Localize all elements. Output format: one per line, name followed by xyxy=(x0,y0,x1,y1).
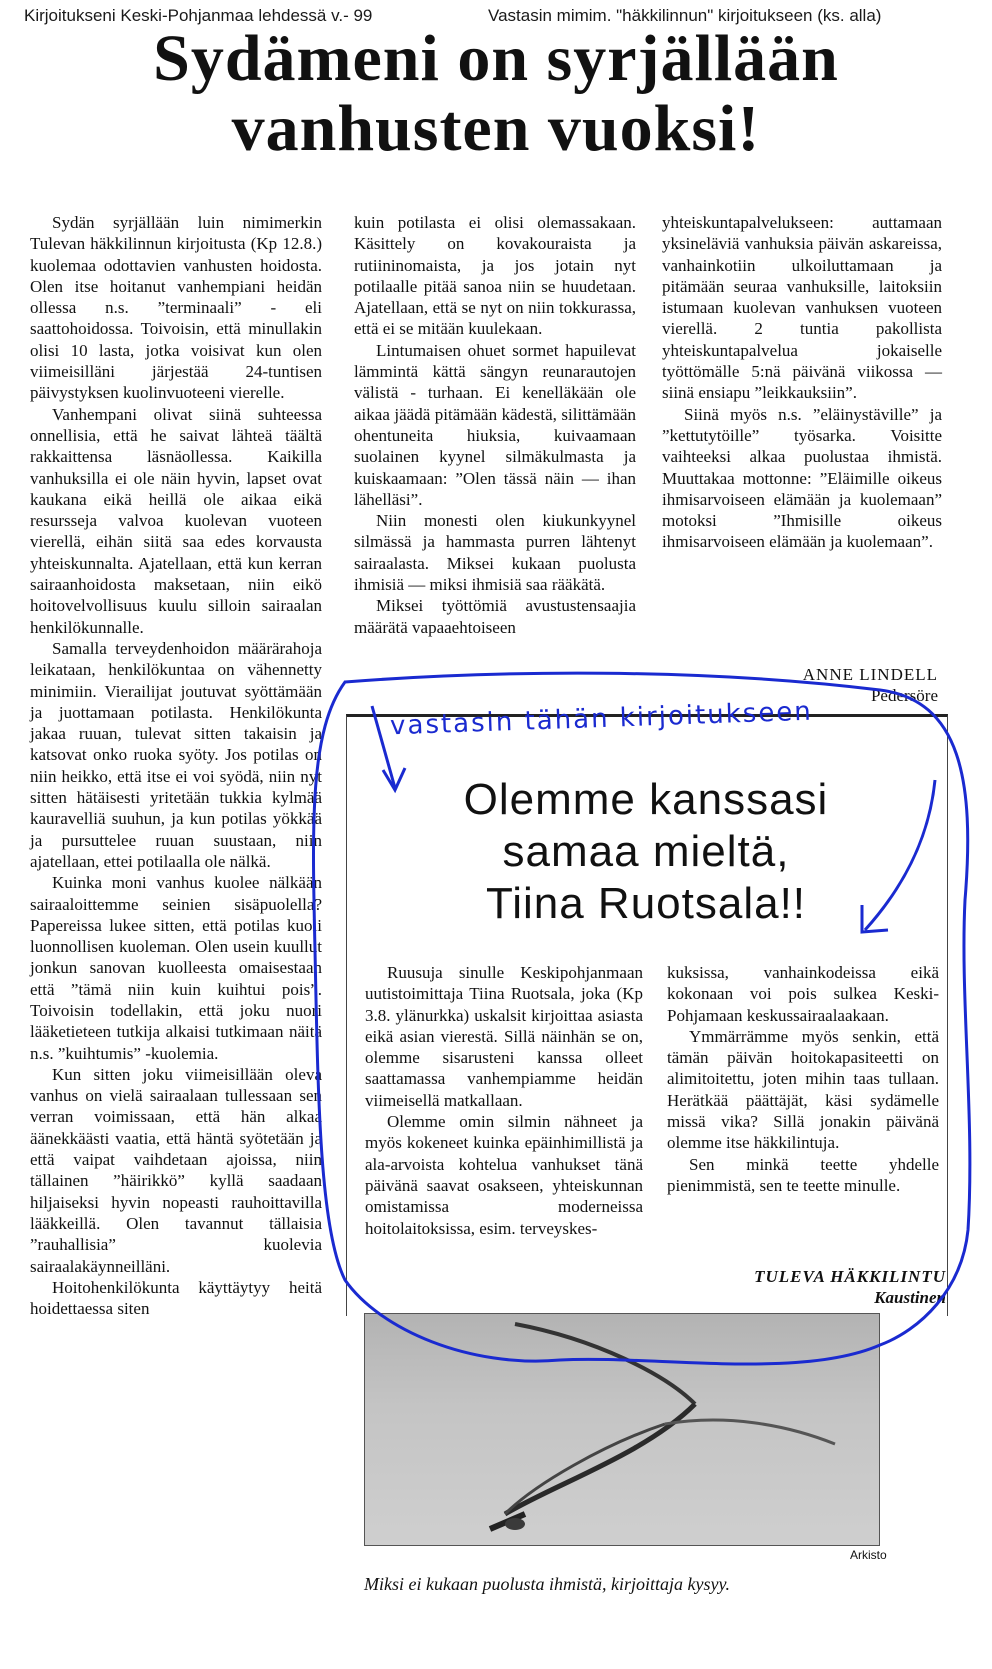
article1-headline xyxy=(0,24,992,164)
paragraph: Lintumaisen ohuet sormet hapuilevat lämmintä kättä sängyn reunarautojen välistä - turhaan. Ei kenelläkään ole aikaa jäädä pitämään kädestä, silittämään ohentuneita hiuksia, kuivaamaan suolainen kyynel silmäkulmasta ja kuiskaamaan: ”Olen tässä näin — ihan lähelläsi”. xyxy=(354,340,636,509)
author-name: ANNE LINDELL xyxy=(802,665,938,684)
header-left-note: Kirjoitukseni Keski-Pohjanmaa lehdessä v.- 99 xyxy=(24,6,373,25)
article1-column-2 xyxy=(354,212,636,638)
paragraph: Olemme omin silmin nähneet ja myös kokeneet kuinka epäinhimillistä ja ala-arvoista kohtelua vanhukset tänä päivänä saavat osakseen, yhteiskunnan omistamissa moderneissa hoitolaitoksissa, esim. terveyskes- xyxy=(365,1112,643,1238)
paragraph: Sydän syrjällään luin nimimerkin Tulevan häkkilinnun kirjoitusta (Kp 12.8.) kuolemaa odottavien vanhusten hoidosta. Olen itse hoitanut vanhempiani heidän ollessa n.s. ”terminaali” - eli saattohoidossa. Toivoisin, että minullakin olisi 10 lasta, jotka voisivat kun olen viimeisilläni järjestää 24-tuntisen päivystyksen kuolinvuoteeni vierelle. xyxy=(30,213,322,403)
author-place: Pedersöre xyxy=(870,686,938,705)
paragraph: Ruusuja sinulle Keskipohjanmaan uutistoimittaja Tiina Ruotsala, joka (Kp 3.8. ylänurkka) uskalsit kirjoittaa asiasta eikä asian vierestä. Sillä näinhän se on, olemme sisarusteni kanssa olleet saattamassa vanhempiamme heidän viimeisellä matkallaan. xyxy=(365,963,643,1110)
paragraph: Miksei työttömiä avustustensaajia määrätä vapaaehtoiseen xyxy=(354,596,636,637)
author-place: Kaustinen xyxy=(874,1288,946,1307)
paragraph: Sen minkä teette yhdelle pienimmistä, sen te teette minulle. xyxy=(667,1154,939,1195)
photo-credit: Arkisto xyxy=(850,1548,887,1562)
article2-signature xyxy=(626,1266,946,1308)
paragraph: Samalla terveydenhoidon määrärahoja leikataan, henkilökuntaa on vähennetty minimiin. Vierailijat joutuvat syöttämään ja juottamaan potilasta. Henkilökunta jakaa ruuan, tulevat sitten takaisin ja katsovat onko ruoka syöty. Jos potilas on niin heikko, että itse ei voi syödä, niin nyt sitten hätäisesti yritetään tukkia kylmää kauravelliä suuhun, ja kun potilas yökkää ja pursuttelee ruuan suustaan, niin ajatellaan, ettei potilaalla ole nälkä. xyxy=(30,638,322,871)
header-right-note: Vastasin mimim. "häkkilinnun" kirjoitukseen (ks. alla) xyxy=(488,6,882,25)
article1-column-1 xyxy=(30,212,322,1319)
paragraph: Kuinka moni vanhus kuolee nälkään sairaaloittemme seinien sisäpuolella? Papereissa lukee sitten, että potilas kuoli luonnollisen kuoleman. Olen usein kuullut jonkun sanovan kuolleesta omaisestaan että ”tämä niin kuin kuihtui pois”. Toivoisin todellakin, että joku nuori lääketieteen tutkija alkaisi tutkimaan näitä n.s. ”kuihtumis” -kuolemia. xyxy=(30,873,322,1063)
title-line-1: Olemme kanssasi xyxy=(463,775,829,824)
article1-column-3 xyxy=(662,212,942,553)
author-name: TULEVA HÄKKILINTU xyxy=(754,1267,946,1286)
article-photo xyxy=(364,1313,880,1546)
paragraph: Niin monesti olen kiukunkyynel silmässä ja hammasta purren lähtenyt sairaalasta. Miksei kukaan puolusta ihmisiä — miksi ihmisiä saa rääkätä. xyxy=(354,511,636,595)
paragraph: Kun sitten joku viimeisillään oleva vanhus on vielä sairaalaan tullessaan sen verran voimissaan, että hän alkaa äänekkäästi vaatia, että häntä syötetään ja että vaipat vaihdetaan ajoissa, niin tällainen ”häirikkö” kyllä saadaan hiljaiseksi hyvin nopeasti rauhoittavilla lääkkeillä. Olen tavannut tällaisia ”rauhallisia” kuolevia sairaalakäynneilläni. xyxy=(30,1064,322,1276)
paragraph: Siinä myös n.s. ”eläinystäville” ja ”kettutytöille” työsarka. Voisitte vaihteeksi alkaa puolustaa ihmistä. Muuttakaa mottonne: ”Eläimille oikeus ihmisarvoiseen elämään ja kuolemaan” motoksi ”Ihmisille oikeus ihmisarvoiseen elämään ja kuolemaan”. xyxy=(662,404,942,552)
headline-line-2: vanhusten vuoksi! xyxy=(231,92,761,165)
article2-column-1 xyxy=(365,962,643,1239)
paragraph: kuin potilasta ei olisi olemassakaan. Käsittely on kovakouraista ja rutiininomaista, ja jos jotain nyt potilaalle pitää sanoa niin se huudetaan. Ajatellaan, että se nyt on niin tokkurassa, että ei se mitään kuulekaan. xyxy=(354,213,636,339)
eyeglasses-image xyxy=(365,1314,879,1545)
paragraph: Vanhempani olivat siinä suhteessa onnellisia, että he saivat lähteä täältä rakkaittensa läsnäollessa. Kaikilla vanhuksilla ei ole näin hyvin, lapset ovat kaukana eikä heillä ole aikaa eikä resursseja valvoa kuolevan vuoteen vierellä, eihän siitä saa edes korvausta yhteiskunnalta. Ajatellaan, että kun kerran sairaanhoidosta maksetaan, niin eikö hoitovelvollisuus kuulu silloin sairaalan henkilökunnalle. xyxy=(30,404,322,637)
paragraph: Hoitohenkilökunta käyttäytyy heitä hoidettaessa siten xyxy=(30,1277,322,1319)
paragraph: yhteiskuntapalvelukseen: auttamaan yksineläviä vanhuksia päivän askareissa, vanhainkotiin ulkoiluttamaan ja pitämään seuraa vanhuksille, laitoksiin istumaan kuolevan vanhuksen vuoteen vierellä. 2 tuntia pakollista yhteiskuntapalvelua jokaiselle työttömälle 5:nä päivänä viikossa — siinä ensiapu ”leikkauksiin”. xyxy=(662,213,942,403)
handwritten-note: vastasin tähän kirjoitukseen xyxy=(389,696,814,742)
headline-line-1: Sydämeni on syrjällään xyxy=(153,22,839,95)
paragraph: Ymmärrämme myös senkin, että tämän päivän hoitokapasiteetti on alimitoitettu, joten mihin taas tullaan. Herätkää päättäjät, käsi sydämelle missä vika? Sillä jonakin päivänä olemme itse häkkilintuja. xyxy=(667,1026,939,1153)
title-line-3: Tiina Ruotsala!! xyxy=(485,879,807,928)
paragraph: kuksissa, vanhainkodeissa eikä kokonaan voi pois sulkea Keski-Pohjamaan keskussairaalaakaan. xyxy=(667,963,939,1025)
article2-column-2 xyxy=(667,962,939,1196)
title-line-2: samaa mieltä, xyxy=(502,827,790,876)
article2-title xyxy=(346,774,946,930)
photo-caption: Miksi ei kukaan puolusta ihmistä, kirjoittaja kysyy. xyxy=(364,1574,730,1594)
